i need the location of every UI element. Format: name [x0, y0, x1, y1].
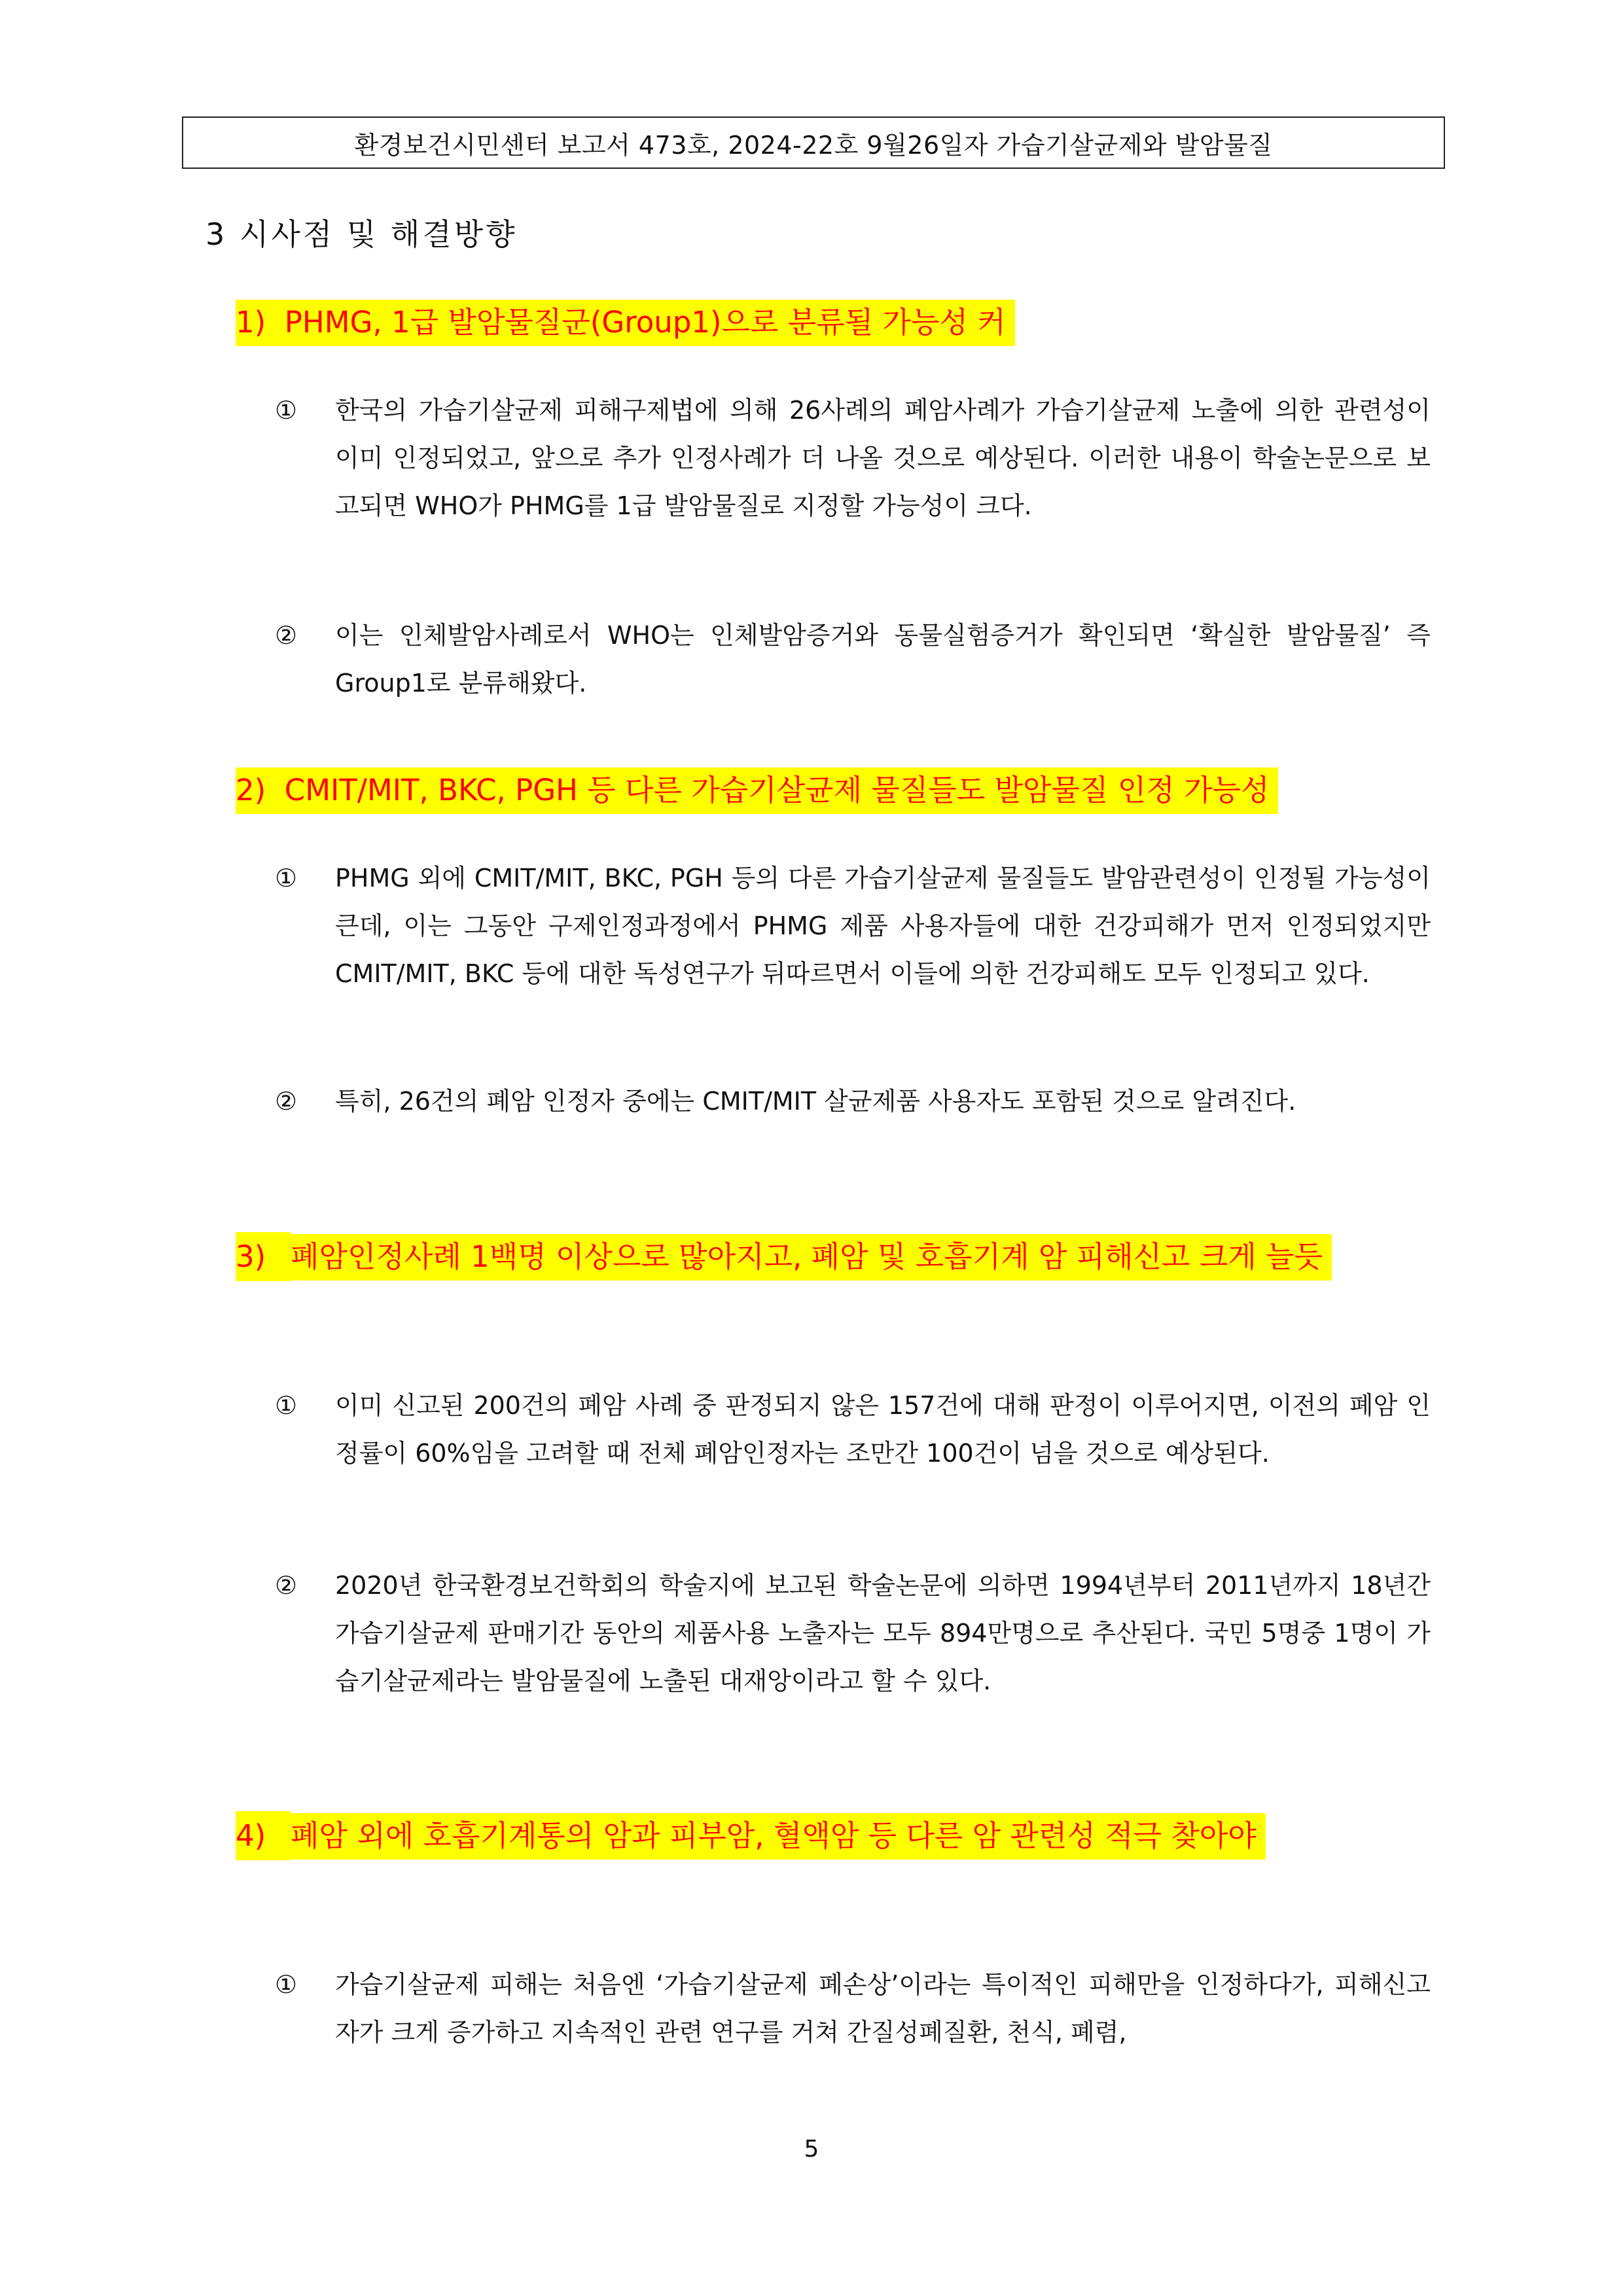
- subsection-number: 2): [236, 773, 266, 807]
- paragraph-text: 이미 신고된 200건의 폐암 사례 중 판정되지 않은 157건에 대해 판정이 이루어지면, 이전의 폐암 인정률이 60%임을 고려할 때 전체 폐암인정자는 조만간 100건이 넘을 것으로 예상된다.: [335, 1391, 1431, 1468]
- circled-number-marker: ②: [275, 621, 298, 650]
- circled-number-marker: ①: [275, 864, 298, 892]
- list-item: [275, 855, 1431, 998]
- report-header: [182, 116, 1445, 169]
- subsection-title: 폐암 외에 호흡기계통의 암과 피부암, 혈액암 등 다른 암 관련성 적극 찾아야: [291, 1813, 1266, 1860]
- subsection-title: CMIT/MIT, BKC, PGH 등 다른 가습기살균제 물질들도 발암물질 인정 가능성: [284, 773, 1270, 807]
- subsection-title: PHMG, 1급 발암물질군(Group1)으로 분류될 가능성 커: [284, 305, 1006, 340]
- paragraph-text: 가습기살균제 피해는 처음엔 ‘가습기살균제 폐손상’이라는 특이적인 피해만을 인정하다가, 피해신고자가 크게 증가하고 지속적인 관련 연구를 거쳐 간질성폐질환, 천식, 폐렴,: [335, 1970, 1431, 2047]
- subsection-heading-highlight: [236, 300, 1015, 346]
- subsection-number: 4): [236, 1811, 291, 1860]
- list-item: [275, 1562, 1431, 1705]
- paragraph-text: PHMG 외에 CMIT/MIT, BKC, PGH 등의 다른 가습기살균제 물질들도 발암관련성이 인정될 가능성이 큰데, 이는 그동안 구제인정과정에서 PHMG 제품 사용자들에 대한 건강피해가 먼저 인정되었지만 CMIT/MIT, BKC 등에 대한 독성연구가 뒤따르면서 이들에 의한 건강피해도 모두 인정되고 있다.: [335, 864, 1431, 988]
- circled-number-marker: ①: [275, 1970, 298, 1999]
- subsection-number: 3): [236, 1232, 291, 1281]
- list-item: [275, 1078, 1431, 1125]
- list-item: [275, 612, 1431, 707]
- list-item: [275, 1961, 1431, 2057]
- page-number: 5: [804, 2136, 819, 2163]
- paragraph-text: 이는 인체발암사례로서 WHO는 인체발암증거와 동물실험증거가 확인되면 ‘확실한 발암물질’ 즉 Group1로 분류해왔다.: [335, 621, 1431, 698]
- circled-number-marker: ②: [275, 1087, 298, 1116]
- subsection-heading-3: [236, 1232, 1427, 1281]
- circled-number-marker: ②: [275, 1571, 298, 1600]
- subsection-heading-4: [236, 1811, 1427, 1860]
- list-item: [275, 1382, 1431, 1477]
- paragraph-text: 2020년 한국환경보건학회의 학술지에 보고된 학술논문에 의하면 1994년부터 2011년까지 18년간 가습기살균제 판매기간 동안의 제품사용 노출자는 모두 894만명으로 추산된다. 국민 5명중 1명이 가습기살균제라는 발암물질에 노출된 대재앙이라고 할 수 있다.: [335, 1571, 1431, 1695]
- subsection-heading-1: [236, 298, 1427, 347]
- paragraph-text: 한국의 가습기살균제 피해구제법에 의해 26사례의 폐암사례가 가습기살균제 노출에 의한 관련성이 이미 인정되었고, 앞으로 추가 인정사례가 더 나올 것으로 예상된다. 이러한 내용이 학술논문으로 보고되면 WHO가 PHMG를 1급 발암물질로 지정할 가능성이 크다.: [335, 396, 1431, 520]
- circled-number-marker: ①: [275, 1391, 298, 1420]
- circled-number-marker: ①: [275, 396, 298, 425]
- list-item: [275, 387, 1431, 530]
- subsection-heading-2: [236, 766, 1427, 815]
- subsection-title: 폐암인정사례 1백명 이상으로 많아지고, 폐암 및 호흡기계 암 피해신고 크게 늘듯: [291, 1234, 1332, 1280]
- paragraph-text: 특히, 26건의 폐암 인정자 중에는 CMIT/MIT 살균제품 사용자도 포함된 것으로 알려진다.: [335, 1087, 1296, 1116]
- subsection-title-block: [291, 1232, 1427, 1281]
- subsection-number: 1): [236, 305, 266, 340]
- section-title: 3 시사점 및 해결방향: [205, 217, 518, 252]
- report-header-text: 환경보건시민센터 보고서 473호, 2024-22호 9월26일자 가습기살균제와 발암물질: [354, 130, 1273, 160]
- subsection-heading-highlight: [236, 768, 1278, 814]
- subsection-title-block: [291, 1811, 1427, 1860]
